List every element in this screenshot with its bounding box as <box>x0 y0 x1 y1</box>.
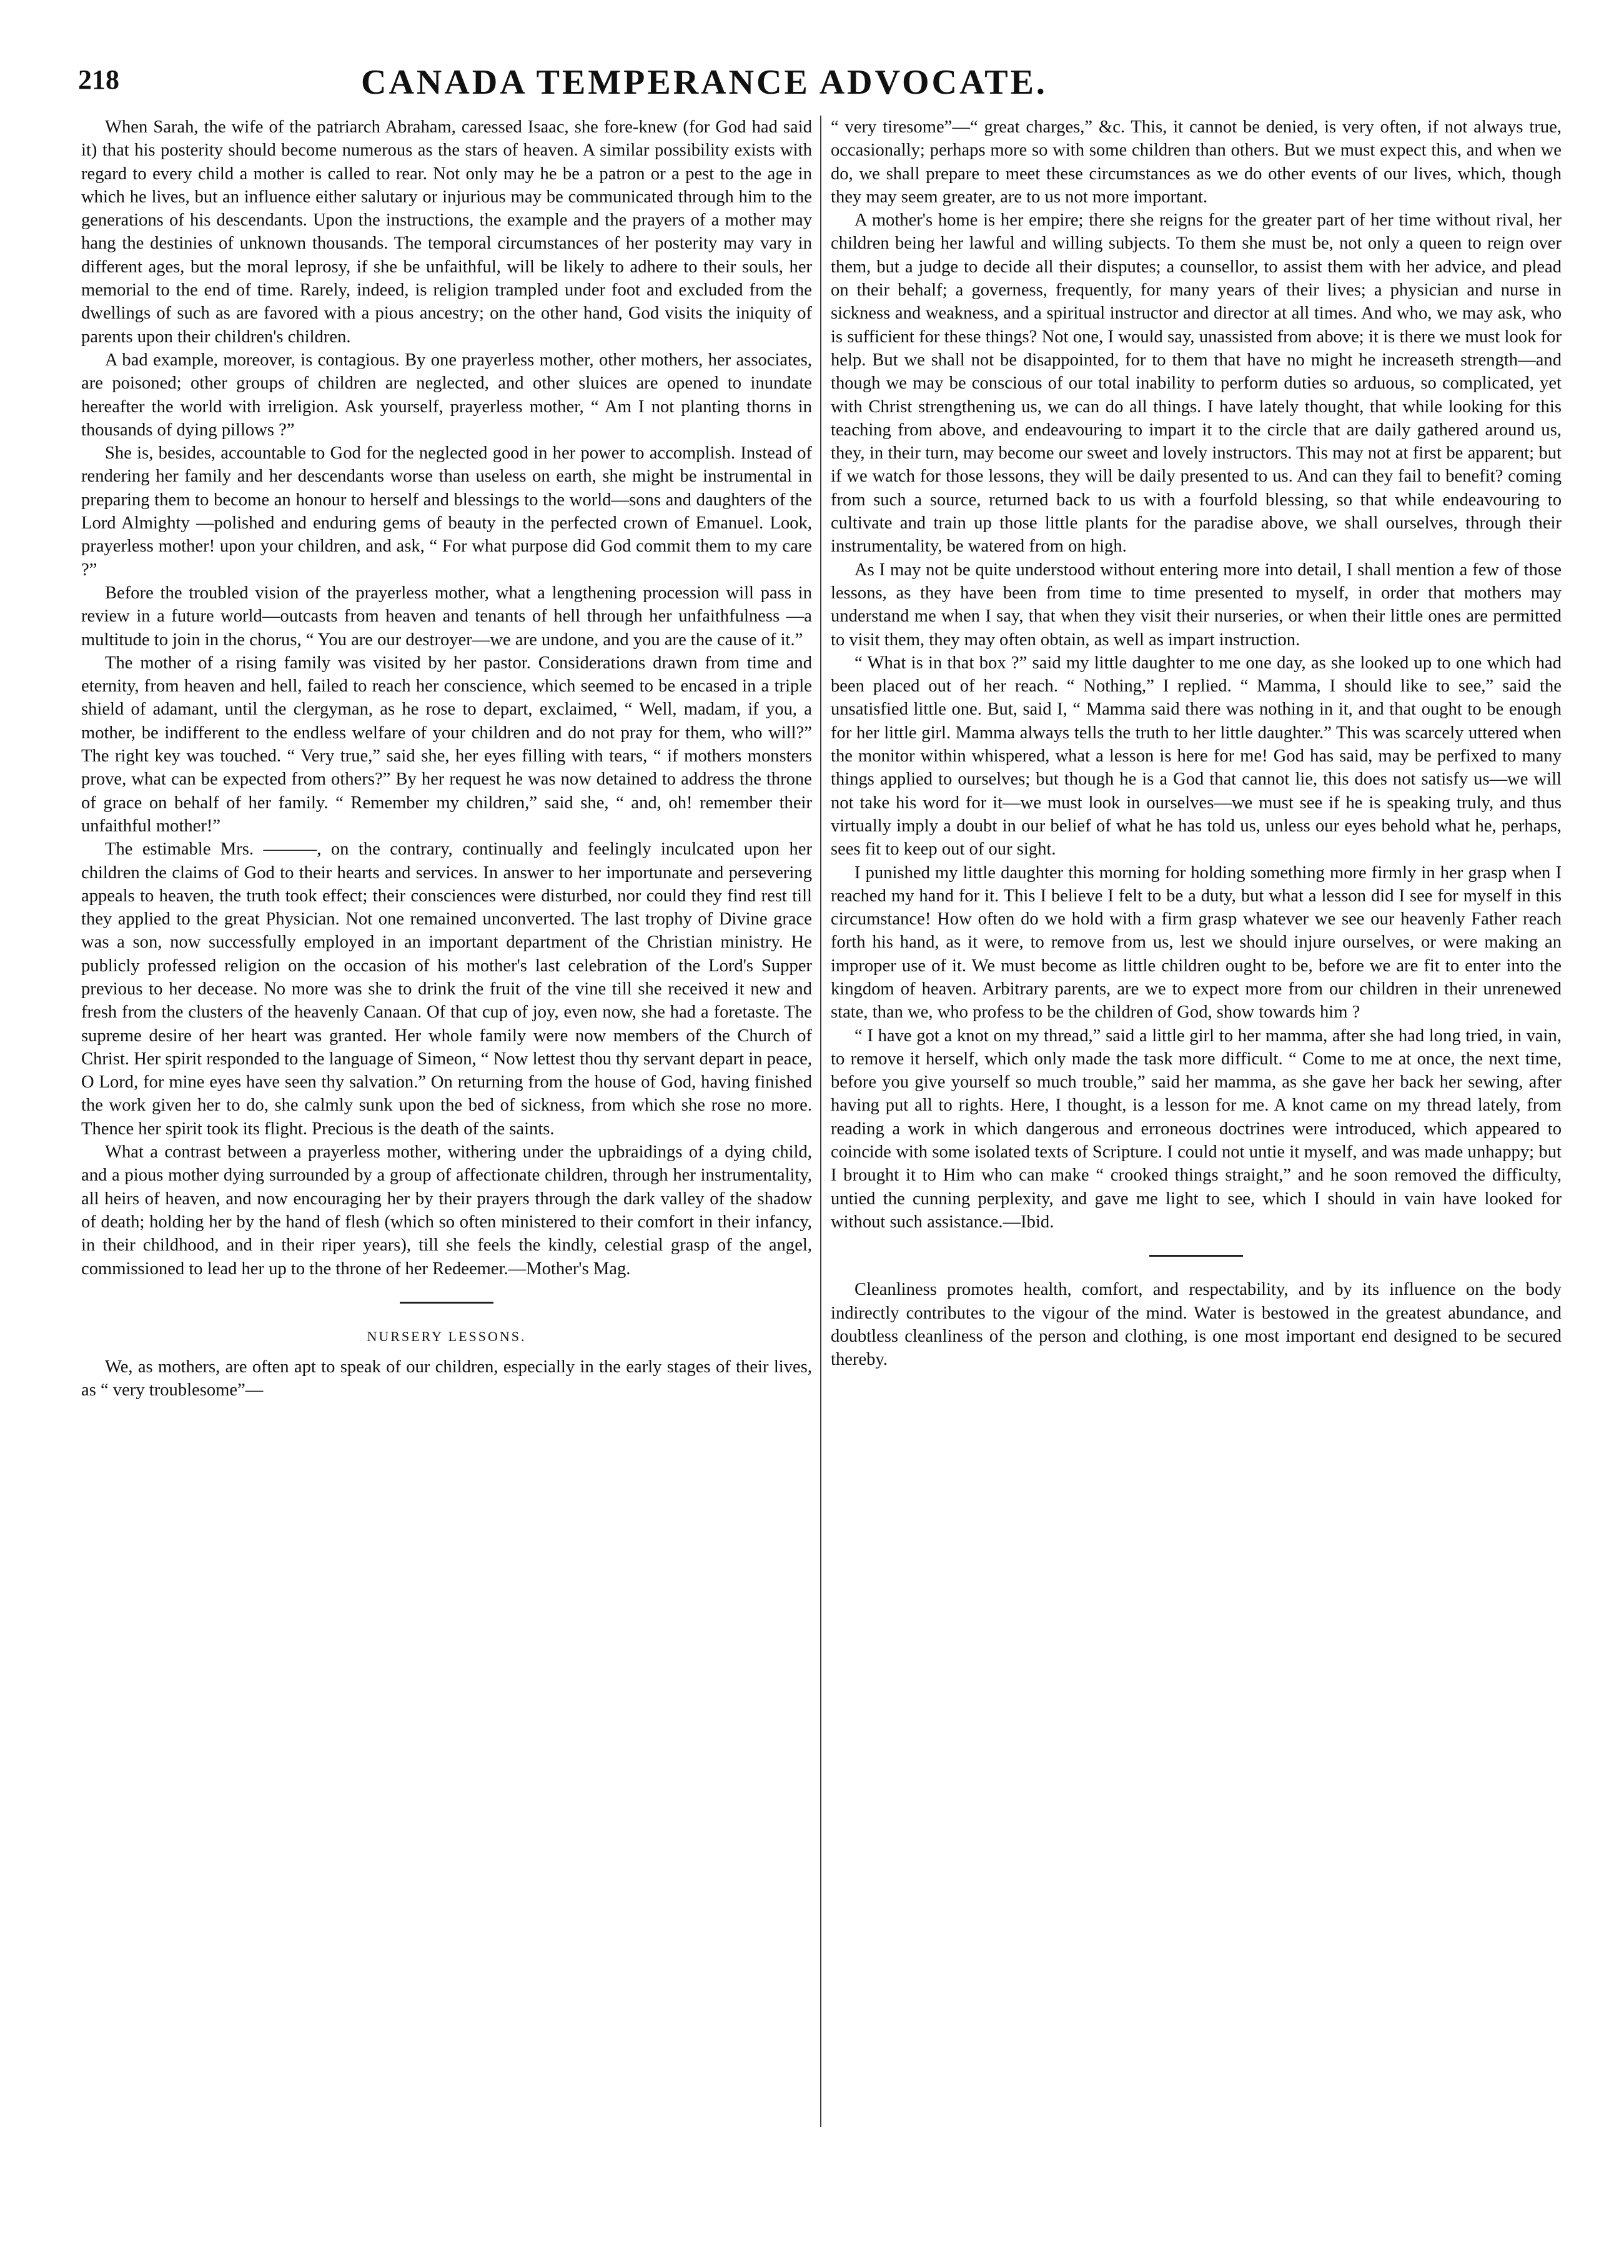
article-paragraph: A bad example, moreover, is contagious. By one prayerless mother, other mothers, her associates, are poisoned; other groups of children are neglected, and other sluices are opened to inundate hereafter the world with irreligion. Ask yourself, prayerless mother, “ Am I not planting thorns in thousands of dying pillows ?” <box>81 350 812 440</box>
publication-title: CANADA TEMPERANCE ADVOCATE. <box>361 63 1047 102</box>
article-paragraph: I punished my little daughter this morning for holding something more firmly in her grasp when I reached my hand for it. This I believe I felt to be a duty, but what a lesson did I see for myself in this circumstance! How often do we hold with a firm grasp whatever we see our heavenly Father reach forth his hand, as it were, to remove from us, lest we should injure ourselves, or were making an improper use of it. We must become as little children ought to be, before we are fit to enter into the kingdom of heaven. Arbitrary parents, are we to expect more from our children in their unrenewed state, than we, who profess to be the children of God, show towards him ? <box>831 863 1562 1023</box>
article-paragraph: Cleanliness promotes health, comfort, and respectability, and by its influence on the body indirectly contributes to the vigour of the mind. Water is bestowed in the greatest abundance, and doubtless cleanliness of the person and clothing, is one most important end designed to be secured thereby. <box>831 1280 1562 1370</box>
right-column <box>831 116 1562 1371</box>
article-end-rule <box>1149 1255 1243 1257</box>
article-paragraph: She is, besides, accountable to God for the neglected good in her power to accomplish. Instead of rendering her family and her descendants worse than useless on earth, she might be instrumental in preparing them to become an honour to herself and blessings to the world—sons and daughters of the Lord Almighty —polished and enduring gems of beauty in the perfected crown of Emanuel. Look, prayerless mother! upon your children, and ask, “ For what purpose did God commit them to my care ?” <box>81 443 812 580</box>
article-paragraph: “ very tiresome”—“ great charges,” &c. This, it cannot be denied, is very often, if not always true, occasionally; perhaps more so with some children than others. But we must expect this, and when we do, we shall prepare to meet these circumstances as we do other events of our lives, which, though they may seem greater, are to us not more important. <box>831 117 1562 207</box>
page-number: 218 <box>78 64 119 95</box>
article-paragraph: “ What is in that box ?” said my little daughter to me one day, as she looked up to one which had been placed out of her reach. “ Nothing,” I replied. “ Mamma, I should like to see,” said the unsatisfied little one. But, said I, “ Mamma said there was nothing in it, and that ought to be enough for her little girl. Mamma always tells the truth to her little daughter.” This was scarcely uttered when the monitor within whispered, what a lesson is here for me! God has said, may be perfixed to many things applied to ourselves; but though he is a God that cannot lie, this does not satisfy us—we will not take his word for it—we must look in ourselves—we must see if he is speaking truly, and thus virtually imply a doubt in our belief of what he has told us, unless our eyes behold what he, perhaps, sees fit to keep out of our sight. <box>831 653 1562 859</box>
column-divider <box>820 116 821 2127</box>
article-paragraph: What a contrast between a prayerless mother, withering under the upbraidings of a dying child, and a pious mother dying surrounded by a group of affectionate children, through her instrumentality, all heirs of heaven, and now encouraging her by their prayers through the dark valley of the shadow of death; holding her by the hand of flesh (which so often ministered to their comfort in their infancy, in their childhood, and in their riper years), till she feels the kindly, celestial grasp of the angel, commissioned to lead her up to the throne of her Redeemer.—Mother's Mag. <box>81 1142 812 1279</box>
left-column <box>81 116 812 1402</box>
article-paragraph: As I may not be quite understood without entering more into detail, I shall mention a few of those lessons, as they have been from time to time presented to myself, in order that mothers may understand me when I say, that when they visit their nurseries, or when their little ones are permitted to visit them, they may often obtain, as well as impart instruction. <box>831 560 1562 650</box>
section-heading: NURSERY LESSONS. <box>367 1328 527 1344</box>
article-paragraph: The estimable Mrs. ———, on the contrary, continually and feelingly inculcated upon her children the claims of God to their hearts and services. In answer to her importunate and persevering appeals to heaven, the truth took effect; their consciences were disturbed, nor could they find rest till they applied to the great Physician. Not one remained unconverted. The last trophy of Divine grace was a son, now successfully employed in an important department of the Christian ministry. He publicly professed religion on the occasion of his mother's last celebration of the Lord's Supper previous to her decease. No more was she to drink the fruit of the vine till she received it new and fresh from the clusters of the heavenly Canaan. Of that cup of joy, even now, she had a foretaste. The supreme desire of her heart was granted. Her whole family were now members of the Church of Christ. Her spirit responded to the language of Simeon, “ Now lettest thou thy servant depart in peace, O Lord, for mine eyes have seen thy salvation.” On returning from the house of God, having finished the work given her to do, she calmly sunk upon the bed of sickness, from which she rose no more. Thence her spirit took its flight. Precious is the death of the saints. <box>81 839 812 1139</box>
article-paragraph: A mother's home is her empire; there she reigns for the greater part of her time without rival, her children being her lawful and willing subjects. To them she must be, not only a queen to reign over them, but a judge to decide all their disputes; a counsellor, to assist them with her advice, and plead on their behalf; a governess, frequently, for many years of their lives; a physician and nurse in sickness and weakness, and a spiritual instructor and director at all times. And who, we may ask, who is sufficient for these things? Not one, I would say, unassisted from above; it is there we must look for help. But we shall not be disappointed, for to them that have no might he increaseth strength—and though we may be conscious of our total inability to perform duties so arduous, so complicated, yet with Christ strengthening us, we can do all things. I have lately thought, that while looking for this teaching from above, and endeavouring to impart it to the circle that are daily gathered around us, they, in their turn, may become our sweet and lovely instructors. This may not at first be apparent; but if we watch for those lessons, they will be daily presented to us. And can they fail to benefit? coming from such a source, returned back to us with a fourfold blessing, so that while endeavouring to cultivate and train up those little plants for the paradise above, we shall ourselves, through their instrumentality, be watered from on high. <box>831 210 1562 557</box>
article-end-rule <box>400 1302 493 1304</box>
article-paragraph: “ I have got a knot on my thread,” said a little girl to her mamma, after she had long tried, in vain, to remove it herself, which only made the task more difficult. “ Come to me at once, the next time, before you give yourself so much trouble,” said her mamma, as she gave her back her sewing, after having put all to rights. Here, I thought, is a lesson for me. A knot came on my thread lately, from reading a work in which dangerous and erroneous doctrines were introduced, which appeared to coincide with some isolated texts of Scripture. I could not untie it myself, and was made unhappy; but I brought it to Him who can make “ crooked things straight,” and he soon removed the difficulty, untied the cunning perplexity, and gave me light to see, which I should in vain have looked for without such assistance.—Ibid. <box>831 1026 1562 1232</box>
article-paragraph: When Sarah, the wife of the patriarch Abraham, caressed Isaac, she fore-knew (for God had said it) that his posterity should become numerous as the stars of heaven. A similar possibility exists with regard to every child a mother is called to rear. Not only may he be a patron or a pest to the age in which he lives, but an influence either salutary or injurious may be communicated through him to the generations of his descendants. Upon the instructions, the example and the prayers of a mother may hang the destinies of unknown thousands. The temporal circumstances of her posterity may vary in different ages, but the moral leprosy, if she be unfaithful, will be likely to adhere to their souls, her memorial to the end of time. Rarely, indeed, is religion trampled under foot and excluded from the dwellings of such as are favored with a pious ancestry; on the other hand, God visits the iniquity of parents upon their children's children. <box>81 117 812 347</box>
article-paragraph: The mother of a rising family was visited by her pastor. Considerations drawn from time and eternity, from heaven and hell, failed to reach her conscience, which seemed to be encased in a triple shield of adamant, until the clergyman, as he rose to depart, exclaimed, “ Well, madam, if you, a mother, be indifferent to the endless welfare of your children and do not pray for them, who will?” The right key was touched. “ Very true,” said she, her eyes filling with tears, “ if mothers monsters prove, what can be expected from others?” By her request he was now detained to address the throne of grace on behalf of her family. “ Remember my children,” said she, “ and, oh! remember their unfaithful mother!” <box>81 653 812 836</box>
page-header <box>78 62 1330 112</box>
article-paragraph: Before the troubled vision of the prayerless mother, what a lengthening procession will pass in review in a future world—outcasts from heaven and tenants of hell through her unfaithfulness —a multitude to join in the chorus, “ You are our destroyer—we are undone, and you are the cause of it.” <box>81 583 812 650</box>
article-paragraph: We, as mothers, are often apt to speak of our children, especially in the early stages of their lives, as “ very troublesome”— <box>81 1357 812 1400</box>
